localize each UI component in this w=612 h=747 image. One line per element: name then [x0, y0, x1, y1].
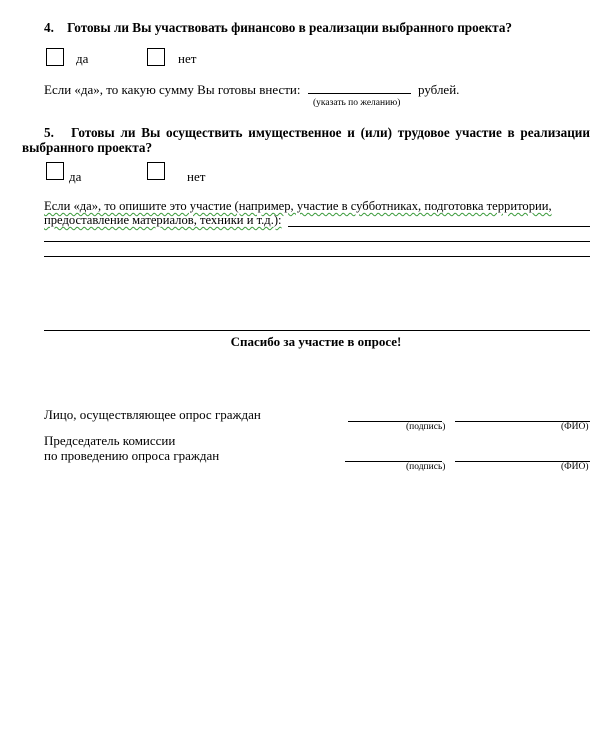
q4-amount-prompt: Если «да», то какую сумму Вы готовы внести: — [44, 82, 301, 97]
q4-amount-field[interactable] — [308, 81, 411, 94]
q5-yes-checkbox[interactable] — [46, 162, 64, 180]
signature-hint-2: (подпись) — [406, 462, 446, 472]
q5-description-line-1[interactable] — [288, 226, 590, 227]
q5-description-line-2[interactable] — [44, 241, 590, 242]
q5-no-label: нет — [187, 169, 206, 184]
section-divider — [44, 330, 590, 331]
q4-question-text: Готовы ли Вы участвовать финансово в реализации выбранного проекта? — [67, 20, 513, 35]
thank-you-text: Спасибо за участие в опросе! — [230, 334, 402, 349]
signature-role-1: Лицо, осуществляющее опрос граждан — [44, 407, 261, 422]
q4-amount-row — [44, 81, 459, 98]
q4-no-label: нет — [178, 51, 197, 66]
q5-number: 5. — [44, 125, 54, 140]
q5-heading-line1 — [44, 125, 590, 141]
q4-number: 4. — [44, 20, 54, 35]
q5-yes-label: да — [69, 169, 82, 184]
signature-role-2-line2: по проведению опроса граждан — [44, 448, 220, 463]
q4-no-checkbox[interactable] — [147, 48, 165, 66]
q4-amount-hint: (указать по желанию) — [313, 98, 401, 108]
signature-role-2-line1: Председатель комиссии — [44, 433, 176, 448]
q5-description-line-3[interactable] — [44, 256, 590, 257]
signature-hint-1: (подпись) — [406, 422, 446, 432]
q5-description-prompt-line2: предоставление материалов, техники и т.д.): — [44, 213, 282, 227]
q4-yes-label: да — [76, 51, 89, 66]
name-hint-1: (ФИО) — [561, 422, 589, 432]
q5-no-checkbox[interactable] — [147, 162, 165, 180]
q5-question-text-line1: Готовы ли Вы осуществить имущественное и (или) трудовое участие в реализации — [71, 125, 590, 140]
name-hint-2: (ФИО) — [561, 462, 589, 472]
q5-description-prompt-line1: Если «да», то опишите это участие (например, участие в субботниках, подготовка территории, — [44, 199, 552, 213]
q4-amount-unit: рублей. — [418, 82, 460, 97]
q5-question-text-line2: выбранного проекта? — [22, 140, 153, 155]
q4-heading — [44, 20, 512, 36]
q4-yes-checkbox[interactable] — [46, 48, 64, 66]
